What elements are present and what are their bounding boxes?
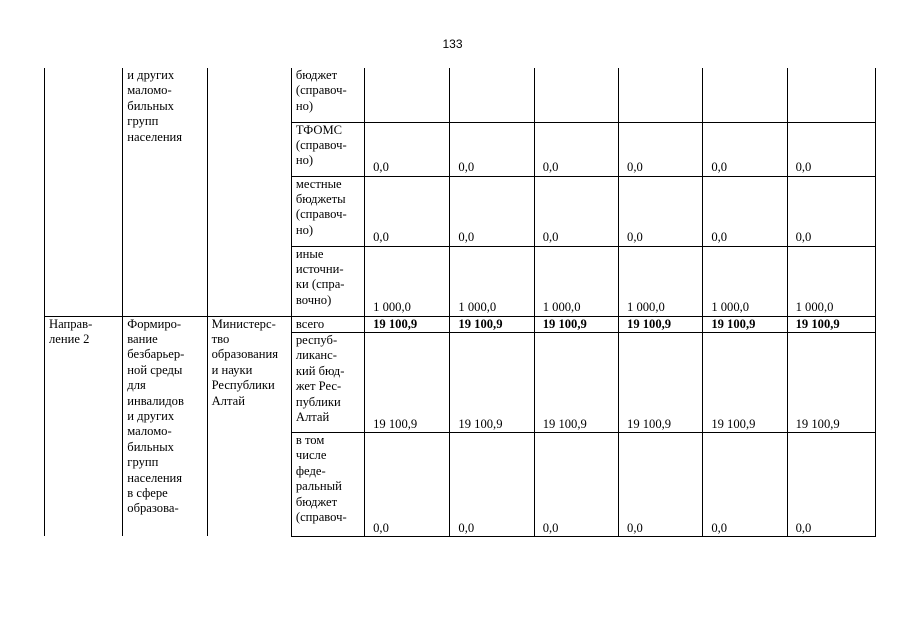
cell-line: населения [127,470,183,485]
cell-line: Направ- [49,316,93,331]
value-cell: 0,0 [534,122,618,176]
value-cell: 0,0 [365,176,450,246]
cell-line: но) [295,98,314,113]
source-cell [291,122,364,176]
value-cell: 0,0 [365,122,450,176]
source-cell [291,246,364,316]
cell-line: бюджет [295,494,338,509]
cell-line: (справоч- [295,509,347,524]
value-cell: 19 100,9 [619,316,703,332]
cell-line: источни- [295,261,344,276]
value-cell [703,68,787,122]
cell-line: вание [127,331,158,346]
value-cell: 1 000,0 [365,246,450,316]
value-cell: 19 100,9 [787,316,875,332]
value-cell [365,68,450,122]
source-cell [291,332,364,432]
value-cell: 0,0 [365,432,450,536]
value-cell: 0,0 [787,176,875,246]
value-cell: 0,0 [450,122,534,176]
cell-line: ки (спра- [295,277,345,292]
cell-line: всего [295,316,325,331]
cell-line: Алтай [211,393,245,408]
cell-line: публики [295,394,341,409]
value-cell: 0,0 [703,122,787,176]
measure-cell [123,68,207,316]
cell-line: населения [127,129,183,144]
page-number: 133 [442,37,463,51]
value-cell: 19 100,9 [365,332,450,432]
cell-line: и науки [211,362,253,377]
source-cell [291,68,364,122]
cell-line: ной среды [127,362,183,377]
cell-line: образова- [127,501,179,516]
direction-cell [45,316,123,536]
cell-line: Формиро- [127,316,182,331]
value-cell: 19 100,9 [703,316,787,332]
source-cell [291,316,364,332]
budget-table [44,68,876,537]
cell-line: но) [295,222,314,237]
cell-line: бюджет [295,68,338,82]
cell-line: маломо- [127,424,172,439]
value-cell: 1 000,0 [619,246,703,316]
cell-line: и других [127,68,175,82]
cell-line: респуб- [295,332,338,347]
cell-line: феде- [295,463,326,478]
value-cell [450,68,534,122]
value-cell [787,68,875,122]
cell-line: вочно) [295,292,332,307]
cell-line: групп [127,114,159,129]
value-cell: 19 100,9 [703,332,787,432]
cell-line: числе [295,448,327,463]
cell-line: ление 2 [49,331,90,346]
measure-cell [123,316,207,536]
value-cell: 1 000,0 [787,246,875,316]
source-cell [291,432,364,536]
value-cell: 0,0 [450,432,534,536]
cell-line: и других [127,408,175,423]
value-cell: 0,0 [534,176,618,246]
cell-line: в том [295,432,325,447]
value-cell: 19 100,9 [534,316,618,332]
value-cell [534,68,618,122]
value-cell: 0,0 [787,432,875,536]
cell-line: тво [211,331,230,346]
value-cell: 19 100,9 [534,332,618,432]
value-cell: 19 100,9 [450,332,534,432]
value-cell: 19 100,9 [365,316,450,332]
cell-line: бильных [127,439,174,454]
cell-line: для [127,378,146,393]
value-cell: 19 100,9 [787,332,875,432]
cell-line: Алтай [295,409,330,424]
cell-line: местные [295,176,342,191]
value-cell: 0,0 [619,432,703,536]
cell-line: бильных [127,98,174,113]
cell-line: ликанс- [295,348,337,363]
cell-line: (справоч- [295,83,347,98]
executor-cell [207,316,291,536]
cell-line: ТФОМС [295,122,343,137]
cell-line: маломо- [127,83,172,98]
value-cell: 1 000,0 [703,246,787,316]
cell-line: групп [127,455,159,470]
value-cell: 0,0 [787,122,875,176]
value-cell: 19 100,9 [450,316,534,332]
direction-cell [45,68,123,316]
cell-line: (справоч- [295,137,347,152]
value-cell: 0,0 [534,432,618,536]
value-cell: 0,0 [619,122,703,176]
cell-line: образования [211,347,279,362]
table-row [45,316,876,332]
cell-line: (справоч- [295,207,347,222]
value-cell: 1 000,0 [450,246,534,316]
cell-line: в сфере [127,485,168,500]
cell-line: жет Рес- [295,379,342,394]
value-cell: 0,0 [450,176,534,246]
cell-line: кий бюд- [295,363,345,378]
value-cell: 0,0 [703,176,787,246]
value-cell: 19 100,9 [619,332,703,432]
cell-line: иные [295,246,324,261]
cell-line: но) [295,153,314,168]
cell-line: Министерс- [211,316,276,331]
value-cell [619,68,703,122]
value-cell: 0,0 [619,176,703,246]
source-cell [291,176,364,246]
cell-line: безбарьер- [127,347,185,362]
cell-line: бюджеты [295,191,346,206]
table-row [45,68,876,122]
value-cell: 0,0 [703,432,787,536]
cell-line: ральный [295,479,342,494]
cell-line: Республики [211,378,275,393]
executor-cell [207,68,291,316]
cell-line: инвалидов [127,393,184,408]
value-cell: 1 000,0 [534,246,618,316]
